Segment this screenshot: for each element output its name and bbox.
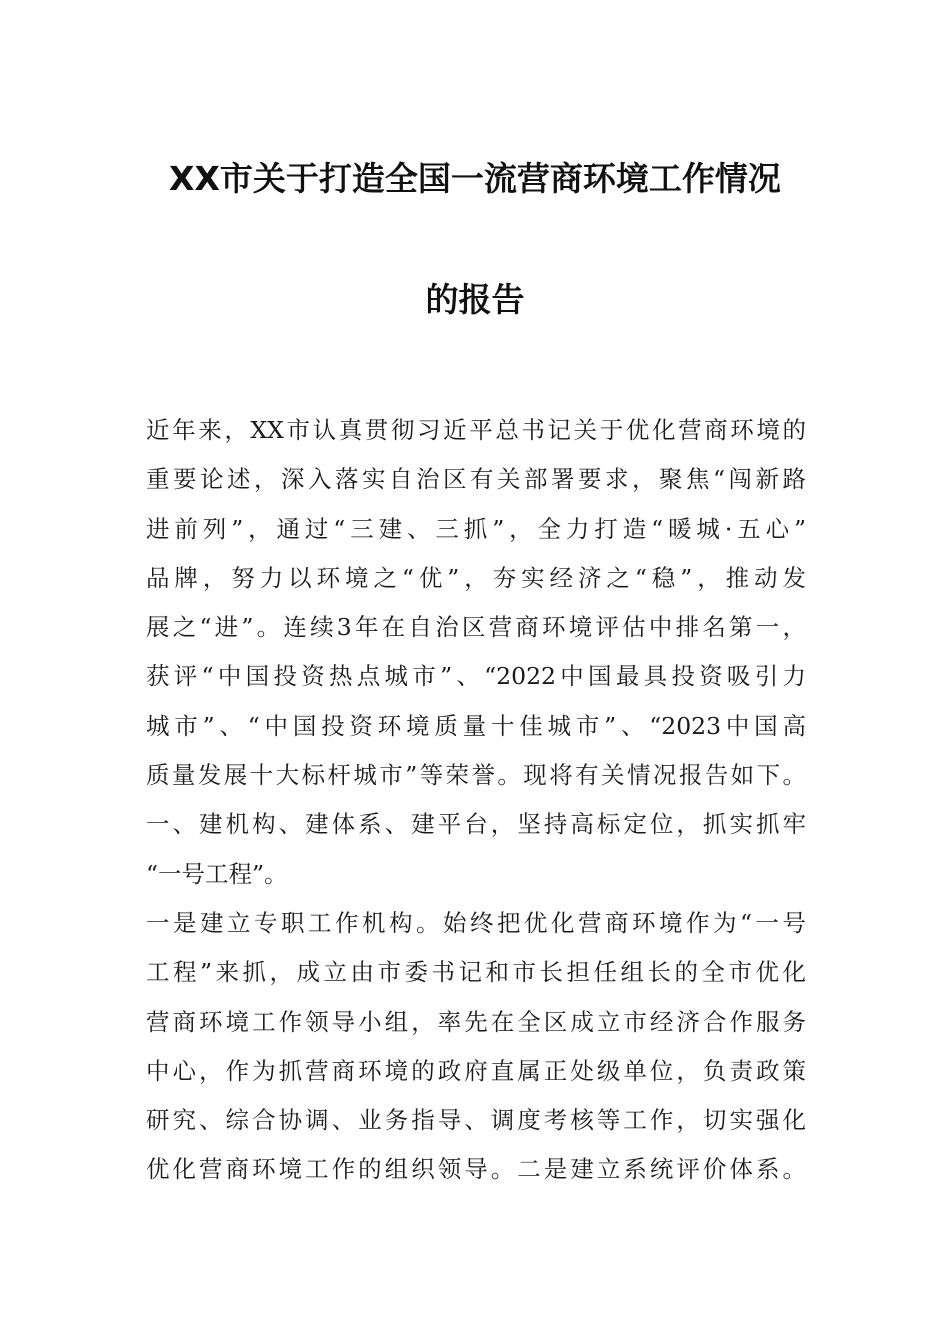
section-heading-line: 一、建机构、建体系、建平台，坚持高标定位，抓实抓牢 bbox=[146, 810, 806, 839]
document-title-line-1: XX市关于打造全国一流营商环境工作情况 bbox=[169, 159, 781, 198]
body-line: 优化营商环境工作的组织领导。二是建立系统评价体系。 bbox=[146, 1155, 806, 1184]
body-line: 获评“中国投资热点城市”、“2022中国最具投资吸引力 bbox=[146, 662, 806, 691]
section-heading-line: “一号工程”。 bbox=[146, 859, 288, 888]
body-line: 城市”、“中国投资环境质量十佳城市”、“2023中国高 bbox=[146, 711, 806, 740]
body-line: 中心，作为抓营商环境的政府直属正处级单位，负责政策 bbox=[146, 1056, 806, 1085]
document-body bbox=[146, 406, 806, 1195]
body-line: 营商环境工作领导小组，率先在全区成立市经济合作服务 bbox=[146, 1007, 806, 1036]
body-line: 进前列”，通过“三建、三抓”，全力打造“暖城·五心” bbox=[146, 514, 806, 543]
body-line: 展之“进”。连续3年在自治区营商环境评估中排名第一， bbox=[146, 613, 806, 642]
body-line: 重要论述，深入落实自治区有关部署要求，聚焦“闯新路 bbox=[146, 465, 806, 494]
body-line: 一是建立专职工作机构。始终把优化营商环境作为“一号 bbox=[146, 908, 806, 937]
body-line: 研究、综合协调、业务指导、调度考核等工作，切实强化 bbox=[146, 1106, 806, 1135]
body-line: 品牌，努力以环境之“优”，夯实经济之“稳”，推动发 bbox=[146, 563, 806, 592]
body-line: 近年来，XX市认真贯彻习近平总书记关于优化营商环境的 bbox=[146, 416, 806, 444]
body-line: 质量发展十大标杆城市”等荣誉。现将有关情况报告如下。 bbox=[146, 761, 806, 790]
document-title-line-2: 的报告 bbox=[425, 280, 525, 319]
body-line: 工程”来抓，成立由市委书记和市长担任组长的全市优化 bbox=[146, 958, 806, 987]
